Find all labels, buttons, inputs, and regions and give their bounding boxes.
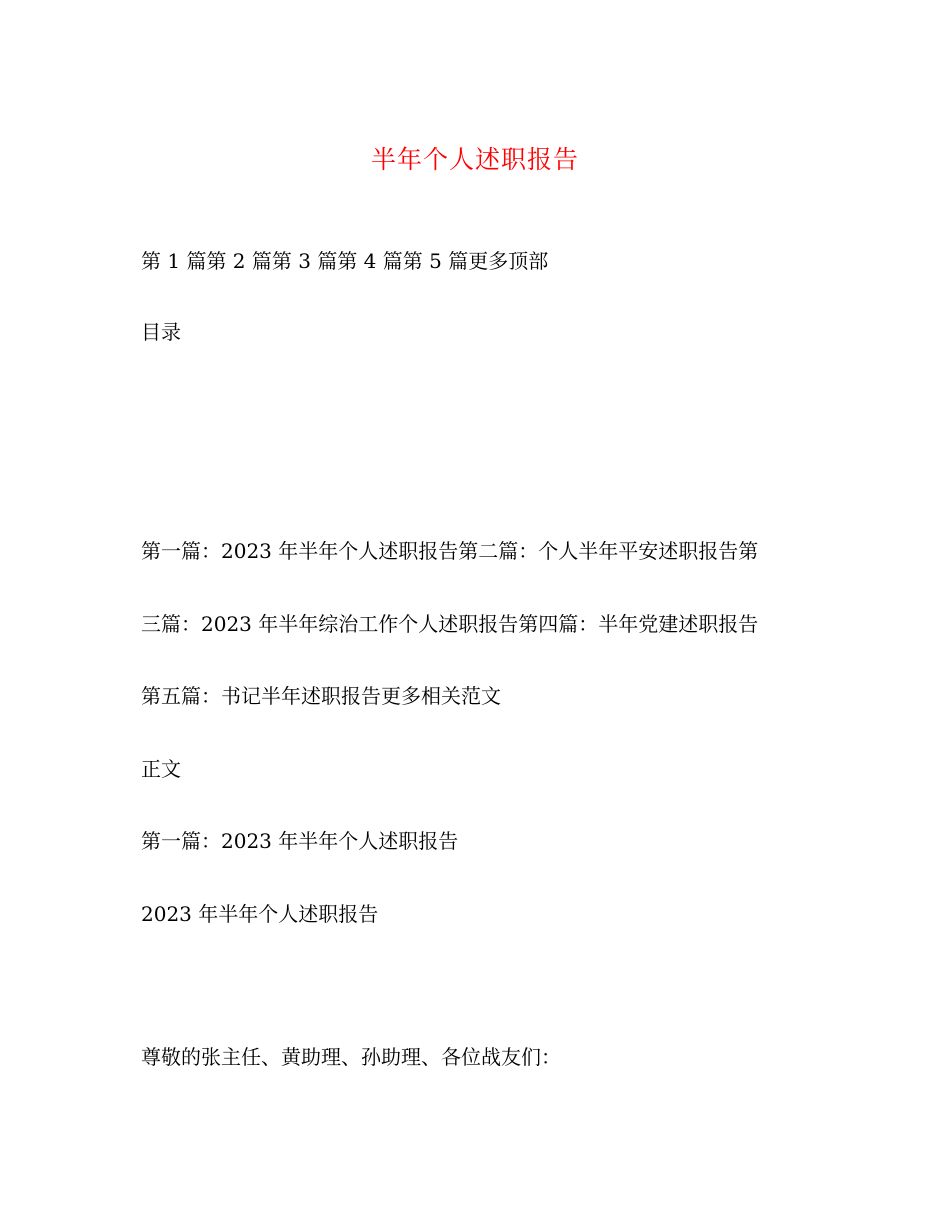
article-nav-line: 第 1 篇第 2 篇第 3 篇第 4 篇第 5 篇更多顶部 bbox=[141, 249, 549, 273]
toc-line-1: 第一篇：2023 年半年个人述职报告第二篇：个人半年平安述职报告第 bbox=[141, 539, 759, 563]
article-1-heading: 第一篇：2023 年半年个人述职报告 bbox=[141, 829, 459, 853]
article-1-title: 2023 年半年个人述职报告 bbox=[141, 902, 379, 926]
salutation: 尊敬的张主任、黄助理、孙助理、各位战友们： bbox=[141, 1045, 561, 1069]
toc-line-3: 第五篇：书记半年述职报告更多相关范文 bbox=[141, 684, 501, 708]
document-title: 半年个人述职报告 bbox=[370, 145, 579, 174]
toc-heading: 目录 bbox=[141, 320, 181, 344]
toc-line-2: 三篇：2023 年半年综治工作个人述职报告第四篇：半年党建述职报告 bbox=[141, 612, 759, 636]
body-heading: 正文 bbox=[141, 757, 181, 781]
